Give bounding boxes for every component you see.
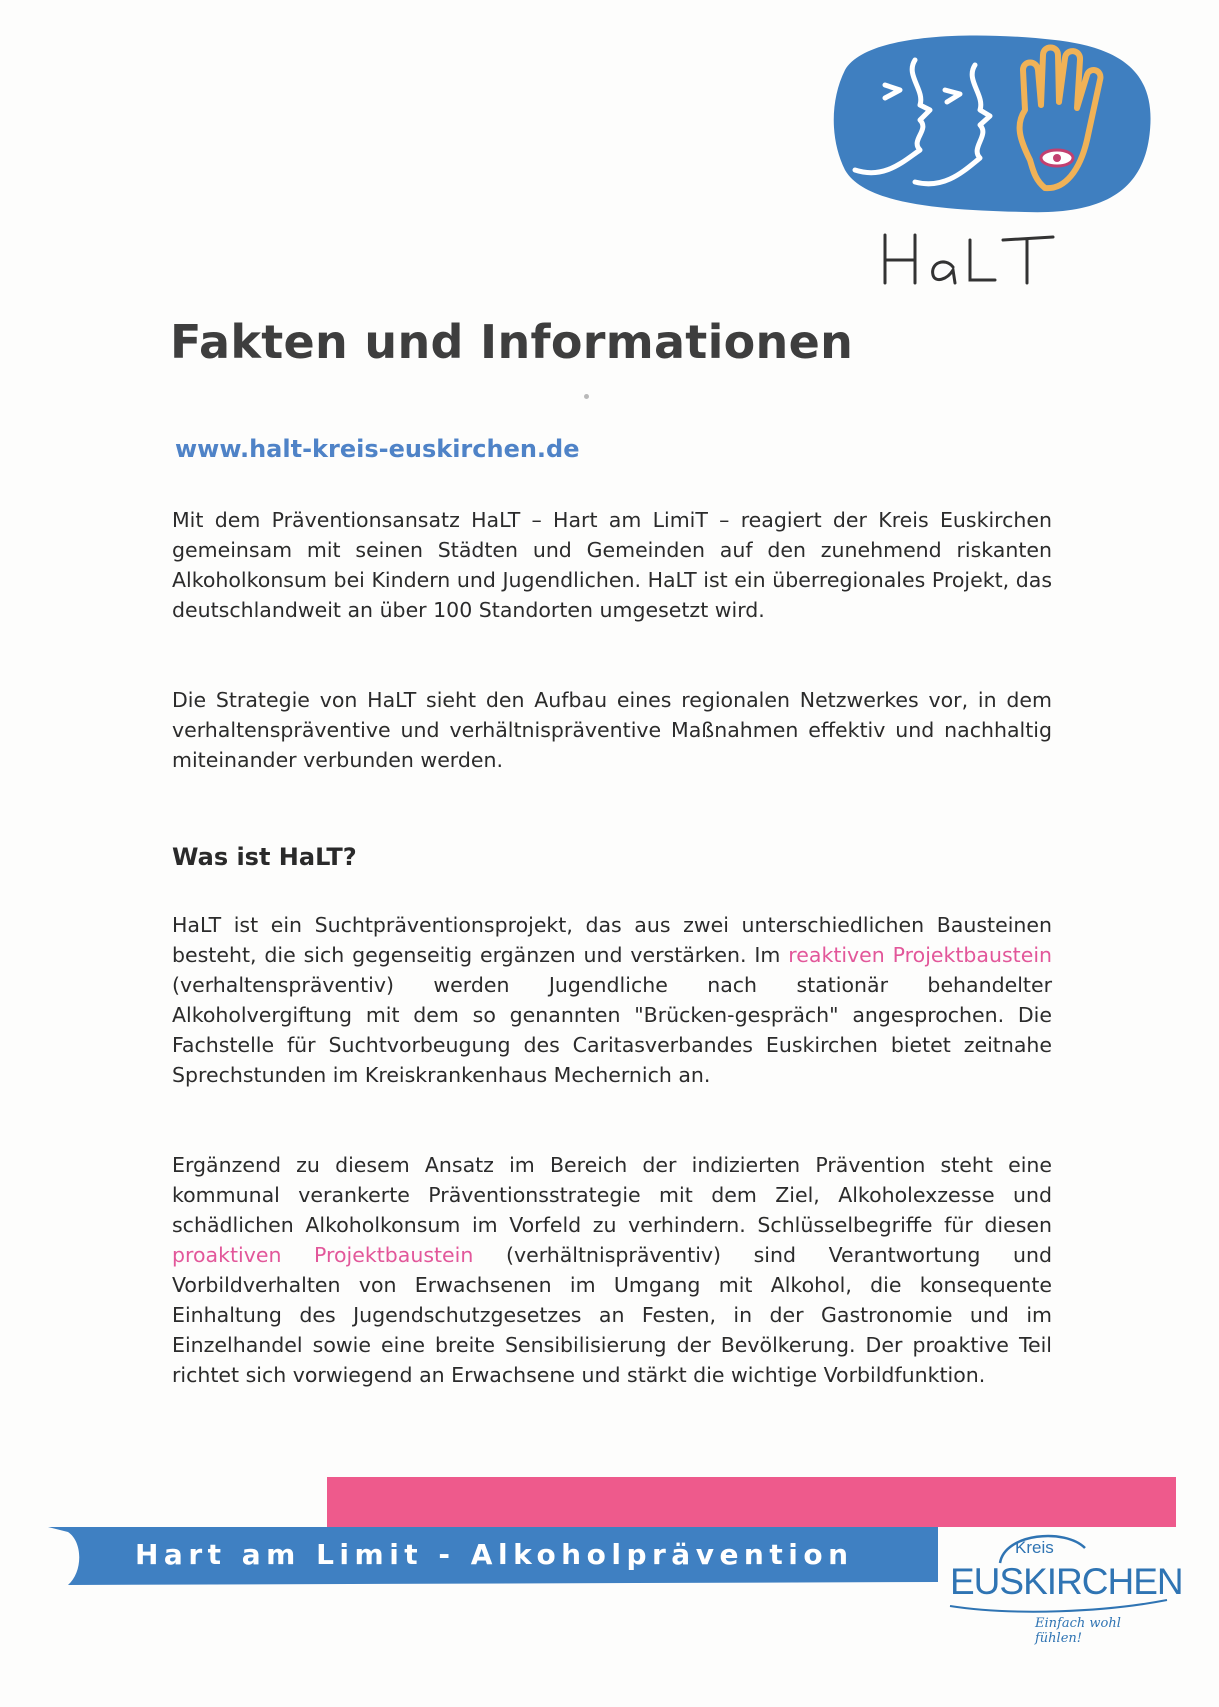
- reactive-highlight: reaktiven Projektbaustein: [788, 943, 1053, 967]
- euskirchen-label: EUSKIRCHEN: [950, 1561, 1183, 1602]
- reactive-paragraph: [172, 910, 1052, 1090]
- footer-tagline: Hart am Limit - Alkoholprävention: [135, 1538, 854, 1571]
- text-run: (verhaltenspräventiv) werden Jugendliche nach stationär behandelter Alkoholvergiftung mit dem so genannten "Brücken-gespräch" angesprochen. Die Fachstelle für Suchtvorbeugung des Caritasverbandes Euskirchen bietet zeitnahe Sprechstunden im Kreiskrankenhaus Mechernich an.: [172, 973, 1052, 1087]
- section-heading: Was ist HaLT?: [172, 843, 357, 871]
- text-run: (verhältnispräventiv) sind Verantwortung und Vorbildverhalten von Erwachsenen im Umgang mit Alkohol, die konsequente Einhaltung des Jugendschutzgesetzes an Festen, in der Gastronomie und im Einzelhandel sowie eine breite Sensibilisierung der Bevölkerung. Der proaktive Teil richtet sich vorwiegend an Erwachsene und stärkt die wichtige Vorbildfunktion.: [172, 1243, 1052, 1387]
- intro-paragraph: Mit dem Präventionsansatz HaLT – Hart am LimiT – reagiert der Kreis Euskirchen gemeinsam mit seinen Städten und Gemeinden auf den zunehmend riskanten Alkoholkonsum bei Kindern und Jugendlichen. HaLT ist ein überregionales Projekt, das deutschlandweit an über 100 Standorten umgesetzt wird.: [172, 508, 1052, 622]
- text-run: HaLT ist ein Suchtpräventionsprojekt, das aus zwei unterschiedlichen Bausteinen besteht, die sich gegenseitig ergänzen und verstärken. Im: [172, 913, 1052, 967]
- kreis-euskirchen-logo: [945, 1528, 1183, 1648]
- proactive-paragraph: [172, 1150, 1052, 1390]
- slogan-label: Einfach wohl fühlen!: [1035, 1616, 1121, 1646]
- page-title: Fakten und Informationen: [170, 315, 854, 369]
- proactive-highlight: proaktiven Projektbaustein: [172, 1243, 474, 1267]
- halt-logo: [825, 30, 1155, 220]
- website-link[interactable]: www.halt-kreis-euskirchen.de: [175, 435, 580, 463]
- kreis-label: Kreis: [1015, 1538, 1054, 1557]
- strategy-paragraph: Die Strategie von HaLT sieht den Aufbau eines regionalen Netzwerkes vor, in dem verhaltenspräventive und verhältnispräventive Maßnahmen effektiv und nachhaltig miteinander verbunden werden.: [172, 688, 1052, 772]
- speck: [584, 394, 589, 399]
- text-run: Ergänzend zu diesem Ansatz im Bereich der indizierten Prävention steht eine kommunal verankerte Präventionsstrategie mit dem Ziel, Alkoholexzesse und schädlichen Alkoholkonsum im Vorfeld zu verhindern. Schlüsselbegriffe für diesen: [172, 1153, 1052, 1237]
- halt-wordmark-logo: [875, 225, 1075, 295]
- pink-footer-bar: [327, 1477, 1176, 1527]
